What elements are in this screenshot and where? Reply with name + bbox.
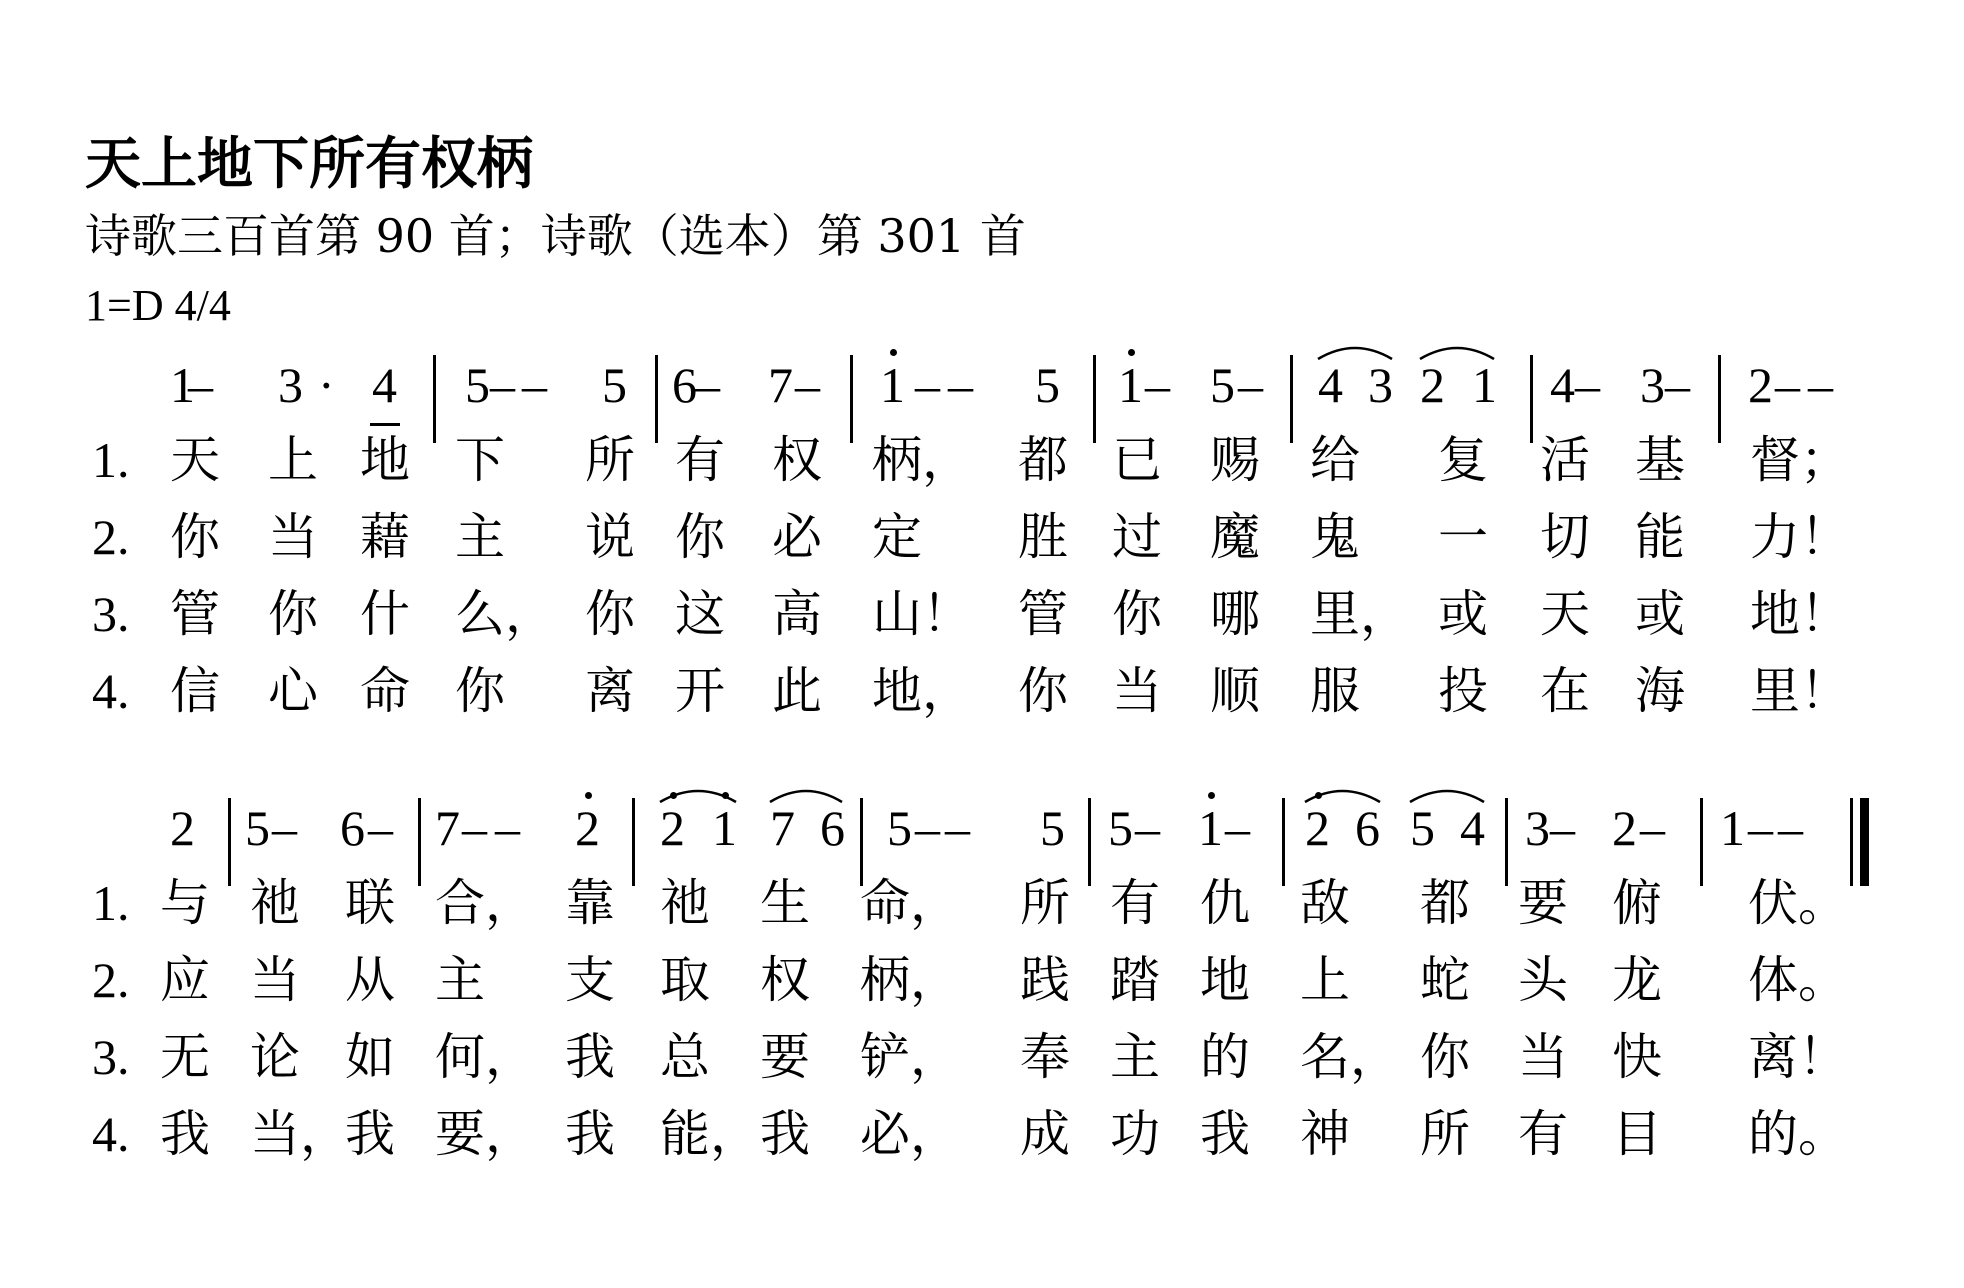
lyric-syllable: 仇 xyxy=(1200,874,1250,932)
lyric-syllable: 伏。 xyxy=(1748,874,1848,932)
lyric-syllable: 何， xyxy=(435,1028,535,1086)
jianpu-note: – xyxy=(1550,800,1575,856)
lyric-syllable: 离 xyxy=(585,662,635,720)
jianpu-note: – xyxy=(188,357,213,413)
lyric-syllable: 说 xyxy=(585,508,635,566)
lyric-syllable: 目 xyxy=(1612,1105,1662,1163)
jianpu-note: – xyxy=(490,357,515,413)
lyric-syllable: 有 xyxy=(1110,874,1160,932)
lyric-syllable: 快 xyxy=(1612,1028,1662,1086)
lyric-syllable: 支 xyxy=(565,951,615,1009)
lyric-syllable: 都 xyxy=(1018,431,1068,489)
verse-number: 3. xyxy=(92,586,130,642)
lyric-syllable: 天 xyxy=(1540,585,1590,643)
lyric-syllable: 我 xyxy=(345,1105,395,1163)
lyric-syllable: 赐 xyxy=(1210,431,1260,489)
lyric-syllable: 服 xyxy=(1310,662,1360,720)
verse-number: 1. xyxy=(92,432,130,488)
lyric-syllable: 或 xyxy=(1635,585,1685,643)
lyric-syllable: 要 xyxy=(760,1028,810,1086)
lyric-syllable: 如 xyxy=(345,1028,395,1086)
lyric-syllable: 此 xyxy=(772,662,822,720)
jianpu-note: 3 xyxy=(1368,357,1393,413)
lyric-syllable: 我 xyxy=(565,1028,615,1086)
jianpu-note: 2 xyxy=(1305,800,1330,856)
lyric-syllable: 复 xyxy=(1438,431,1488,489)
lyric-syllable: 合， xyxy=(435,874,535,932)
lyric-syllable: 我 xyxy=(160,1105,210,1163)
lyric-syllable: 铲， xyxy=(860,1028,960,1086)
tie-slur xyxy=(1410,791,1484,802)
lyric-syllable: 上 xyxy=(268,431,318,489)
jianpu-note: 5 xyxy=(602,357,627,413)
lyric-syllable: 地 xyxy=(360,431,410,489)
lyric-syllable: 一 xyxy=(1438,508,1488,566)
lyric-syllable: 我 xyxy=(1200,1105,1250,1163)
lyric-syllable: 靠 xyxy=(565,874,615,932)
lyric-syllable: 管 xyxy=(170,585,220,643)
lyric-syllable: 离！ xyxy=(1748,1028,1848,1086)
lyric-syllable: 踏 xyxy=(1110,951,1160,1009)
lyric-syllable: 当 xyxy=(250,951,300,1009)
lyric-syllable: 地！ xyxy=(1750,585,1850,643)
lyric-syllable: 投 xyxy=(1438,662,1488,720)
jianpu-note: 1 xyxy=(170,357,195,413)
verse-number: 2. xyxy=(92,509,130,565)
lyric-syllable: 什 xyxy=(360,585,410,643)
lyric-syllable: 柄， xyxy=(872,431,972,489)
jianpu-note: 6 xyxy=(340,800,365,856)
lyric-syllable: 这 xyxy=(675,585,725,643)
jianpu-note: – xyxy=(1748,800,1773,856)
jianpu-note: 1 xyxy=(1720,800,1745,856)
jianpu-note: – xyxy=(495,800,520,856)
lyric-syllable: 总 xyxy=(660,1028,710,1086)
lyric-syllable: 心 xyxy=(268,662,318,720)
tie-slur xyxy=(1420,348,1494,359)
jianpu-note: – xyxy=(1238,357,1263,413)
jianpu-note: 5 xyxy=(245,800,270,856)
lyric-syllable: 海 xyxy=(1635,662,1685,720)
verse-number: 4. xyxy=(92,663,130,719)
lyric-syllable: 的 xyxy=(1200,1028,1250,1086)
jianpu-note: – xyxy=(1778,800,1803,856)
jianpu-note: – xyxy=(945,800,970,856)
lyric-syllable: 魔 xyxy=(1210,508,1260,566)
lyric-syllable: 联 xyxy=(345,874,395,932)
lyric-syllable: 你 xyxy=(268,585,318,643)
tie-slur xyxy=(1305,791,1380,802)
lyric-syllable: 么， xyxy=(455,585,555,643)
lyric-syllable: 柄， xyxy=(860,951,960,1009)
lyric-syllable: 天 xyxy=(170,431,220,489)
lyric-syllable: 俯 xyxy=(1612,874,1662,932)
jianpu-note: 6 xyxy=(672,357,697,413)
jianpu-note: – xyxy=(948,357,973,413)
lyric-syllable: 的。 xyxy=(1748,1105,1848,1163)
jianpu-note: 6 xyxy=(1355,800,1380,856)
jianpu-note: 2 xyxy=(1612,800,1637,856)
lyric-syllable: 践 xyxy=(1020,951,1070,1009)
lyric-syllable: 所 xyxy=(1020,874,1070,932)
jianpu-note: 3 xyxy=(1525,800,1550,856)
lyric-syllable: 龙 xyxy=(1612,951,1662,1009)
lyric-syllable: 里， xyxy=(1310,585,1410,643)
jianpu-note: – xyxy=(1808,357,1833,413)
lyric-syllable: 力！ xyxy=(1750,508,1850,566)
jianpu-note: – xyxy=(795,357,820,413)
lyric-syllable: 你 xyxy=(1018,662,1068,720)
hymn-source: 诗歌三百首第 90 首；诗歌（选本）第 301 首 xyxy=(85,209,1026,263)
lyric-syllable: 当 xyxy=(268,508,318,566)
lyric-syllable: 从 xyxy=(345,951,395,1009)
jianpu-note: 2 xyxy=(660,800,685,856)
jianpu-note: 2 xyxy=(1748,357,1773,413)
lyric-syllable: 你 xyxy=(1112,585,1162,643)
lyric-syllable: 命 xyxy=(360,662,410,720)
jianpu-note: 5 xyxy=(1410,800,1435,856)
verse-number: 3. xyxy=(92,1029,130,1085)
lyric-syllable: 藉 xyxy=(360,508,410,566)
lyric-syllable: 你 xyxy=(1420,1028,1470,1086)
verse-number: 2. xyxy=(92,952,130,1008)
jianpu-note: 7 xyxy=(435,800,460,856)
lyric-syllable: 名， xyxy=(1300,1028,1400,1086)
lyric-syllable: 当 xyxy=(1112,662,1162,720)
lyric-syllable: 所 xyxy=(585,431,635,489)
jianpu-note: 1 xyxy=(1472,357,1497,413)
lyric-syllable: 上 xyxy=(1300,951,1350,1009)
jianpu-note: 4 xyxy=(1318,357,1343,413)
tie-slur xyxy=(660,791,736,802)
lyric-syllable: 体。 xyxy=(1748,951,1848,1009)
lyric-syllable: 下 xyxy=(455,431,505,489)
lyric-syllable: 有 xyxy=(1518,1105,1568,1163)
jianpu-note: 1 xyxy=(1198,800,1223,856)
lyric-syllable: 活 xyxy=(1540,431,1590,489)
jianpu-note: 2 xyxy=(575,800,600,856)
jianpu-note: 4 xyxy=(1550,357,1575,413)
verse-number: 1. xyxy=(92,875,130,931)
key-signature: 1=D 4/4 xyxy=(85,281,231,330)
lyric-syllable: 管 xyxy=(1018,585,1068,643)
tie-slur xyxy=(1318,348,1392,359)
lyric-syllable: 论 xyxy=(250,1028,300,1086)
lyric-syllable: 过 xyxy=(1112,508,1162,566)
jianpu-note: 5 xyxy=(1108,800,1133,856)
jianpu-note: 5 xyxy=(1210,357,1235,413)
jianpu-note: 3 xyxy=(278,357,303,413)
lyric-syllable: 已 xyxy=(1112,431,1162,489)
lyric-syllable: 我 xyxy=(760,1105,810,1163)
jianpu-note: – xyxy=(915,800,940,856)
lyric-syllable: 敌 xyxy=(1300,874,1350,932)
lyric-syllable: 权 xyxy=(772,431,822,489)
jianpu-note: 7 xyxy=(770,800,795,856)
lyric-syllable: 祂 xyxy=(660,874,710,932)
lyric-syllable: 蛇 xyxy=(1420,951,1470,1009)
jianpu-note: 3 xyxy=(1640,357,1665,413)
verse-number: 4. xyxy=(92,1106,130,1162)
lyric-syllable: 奉 xyxy=(1020,1028,1070,1086)
jianpu-note: 1 xyxy=(1118,357,1143,413)
lyric-syllable: 必， xyxy=(860,1105,960,1163)
jianpu-note: 4 xyxy=(1460,800,1485,856)
jianpu-note: 1 xyxy=(880,357,905,413)
jianpu-note: 6 xyxy=(820,800,845,856)
jianpu-note: 5 xyxy=(887,800,912,856)
lyric-syllable: 所 xyxy=(1420,1105,1470,1163)
jianpu-note: – xyxy=(368,800,393,856)
jianpu-note: – xyxy=(1575,357,1600,413)
jianpu-note: – xyxy=(522,357,547,413)
lyric-syllable: 高 xyxy=(772,585,822,643)
jianpu-note: · xyxy=(318,357,335,413)
lyric-syllable: 主 xyxy=(455,508,505,566)
lyric-syllable: 当 xyxy=(1518,1028,1568,1086)
lyric-syllable: 你 xyxy=(675,508,725,566)
jianpu-note: 5 xyxy=(1035,357,1060,413)
jianpu-note: – xyxy=(1665,357,1690,413)
lyric-syllable: 我 xyxy=(565,1105,615,1163)
jianpu-note: – xyxy=(915,357,940,413)
jianpu-note: 2 xyxy=(1420,357,1445,413)
lyric-syllable: 都 xyxy=(1420,874,1470,932)
lyric-syllable: 能， xyxy=(660,1105,760,1163)
lyric-syllable: 你 xyxy=(170,508,220,566)
lyric-syllable: 当， xyxy=(250,1105,350,1163)
lyric-syllable: 主 xyxy=(1110,1028,1160,1086)
lyric-syllable: 功 xyxy=(1110,1105,1160,1163)
lyric-syllable: 地 xyxy=(1200,951,1250,1009)
lyric-syllable: 与 xyxy=(160,874,210,932)
jianpu-note: – xyxy=(462,800,487,856)
lyric-syllable: 地， xyxy=(872,662,972,720)
lyric-syllable: 你 xyxy=(455,662,505,720)
hymn-title: 天上地下所有权柄 xyxy=(85,132,533,197)
lyric-syllable: 有 xyxy=(675,431,725,489)
lyric-syllable: 要， xyxy=(435,1105,535,1163)
lyric-syllable: 信 xyxy=(170,662,220,720)
jianpu-note: – xyxy=(1135,800,1160,856)
lyric-syllable: 在 xyxy=(1540,662,1590,720)
lyric-syllable: 你 xyxy=(585,585,635,643)
lyric-syllable: 祂 xyxy=(250,874,300,932)
lyric-syllable: 里！ xyxy=(1750,662,1850,720)
tie-slur xyxy=(770,791,842,802)
lyric-syllable: 应 xyxy=(160,951,210,1009)
lyric-syllable: 切 xyxy=(1540,508,1590,566)
jianpu-note: – xyxy=(1225,800,1250,856)
lyric-syllable: 能 xyxy=(1635,508,1685,566)
lyric-syllable: 无 xyxy=(160,1028,210,1086)
lyric-syllable: 或 xyxy=(1438,585,1488,643)
lyric-syllable: 头 xyxy=(1518,951,1568,1009)
jianpu-note: – xyxy=(272,800,297,856)
jianpu-note: – xyxy=(695,357,720,413)
lyric-syllable: 取 xyxy=(660,951,710,1009)
lyric-syllable: 主 xyxy=(435,951,485,1009)
lyric-syllable: 成 xyxy=(1020,1105,1070,1163)
jianpu-note: 5 xyxy=(1040,800,1065,856)
lyric-syllable: 顺 xyxy=(1210,662,1260,720)
lyric-syllable: 督； xyxy=(1750,431,1850,489)
jianpu-note: 5 xyxy=(465,357,490,413)
lyric-syllable: 鬼 xyxy=(1310,508,1360,566)
lyric-syllable: 必 xyxy=(772,508,822,566)
lyric-syllable: 神 xyxy=(1300,1105,1350,1163)
lyric-syllable: 哪 xyxy=(1210,585,1260,643)
lyric-syllable: 要 xyxy=(1518,874,1568,932)
jianpu-note: 1 xyxy=(712,800,737,856)
lyric-syllable: 开 xyxy=(675,662,725,720)
jianpu-note: – xyxy=(1145,357,1170,413)
jianpu-note: – xyxy=(1640,800,1665,856)
lyric-syllable: 生 xyxy=(760,874,810,932)
lyric-syllable: 基 xyxy=(1635,431,1685,489)
jianpu-note: 7 xyxy=(768,357,793,413)
jianpu-note: – xyxy=(1775,357,1800,413)
lyric-syllable: 胜 xyxy=(1018,508,1068,566)
lyric-syllable: 山！ xyxy=(872,585,972,643)
lyric-syllable: 定 xyxy=(872,508,922,566)
lyric-syllable: 命， xyxy=(860,874,960,932)
jianpu-note: 2 xyxy=(170,800,195,856)
jianpu-note: 4 xyxy=(372,357,397,413)
lyric-syllable: 权 xyxy=(760,951,810,1009)
lyric-syllable: 给 xyxy=(1310,431,1360,489)
